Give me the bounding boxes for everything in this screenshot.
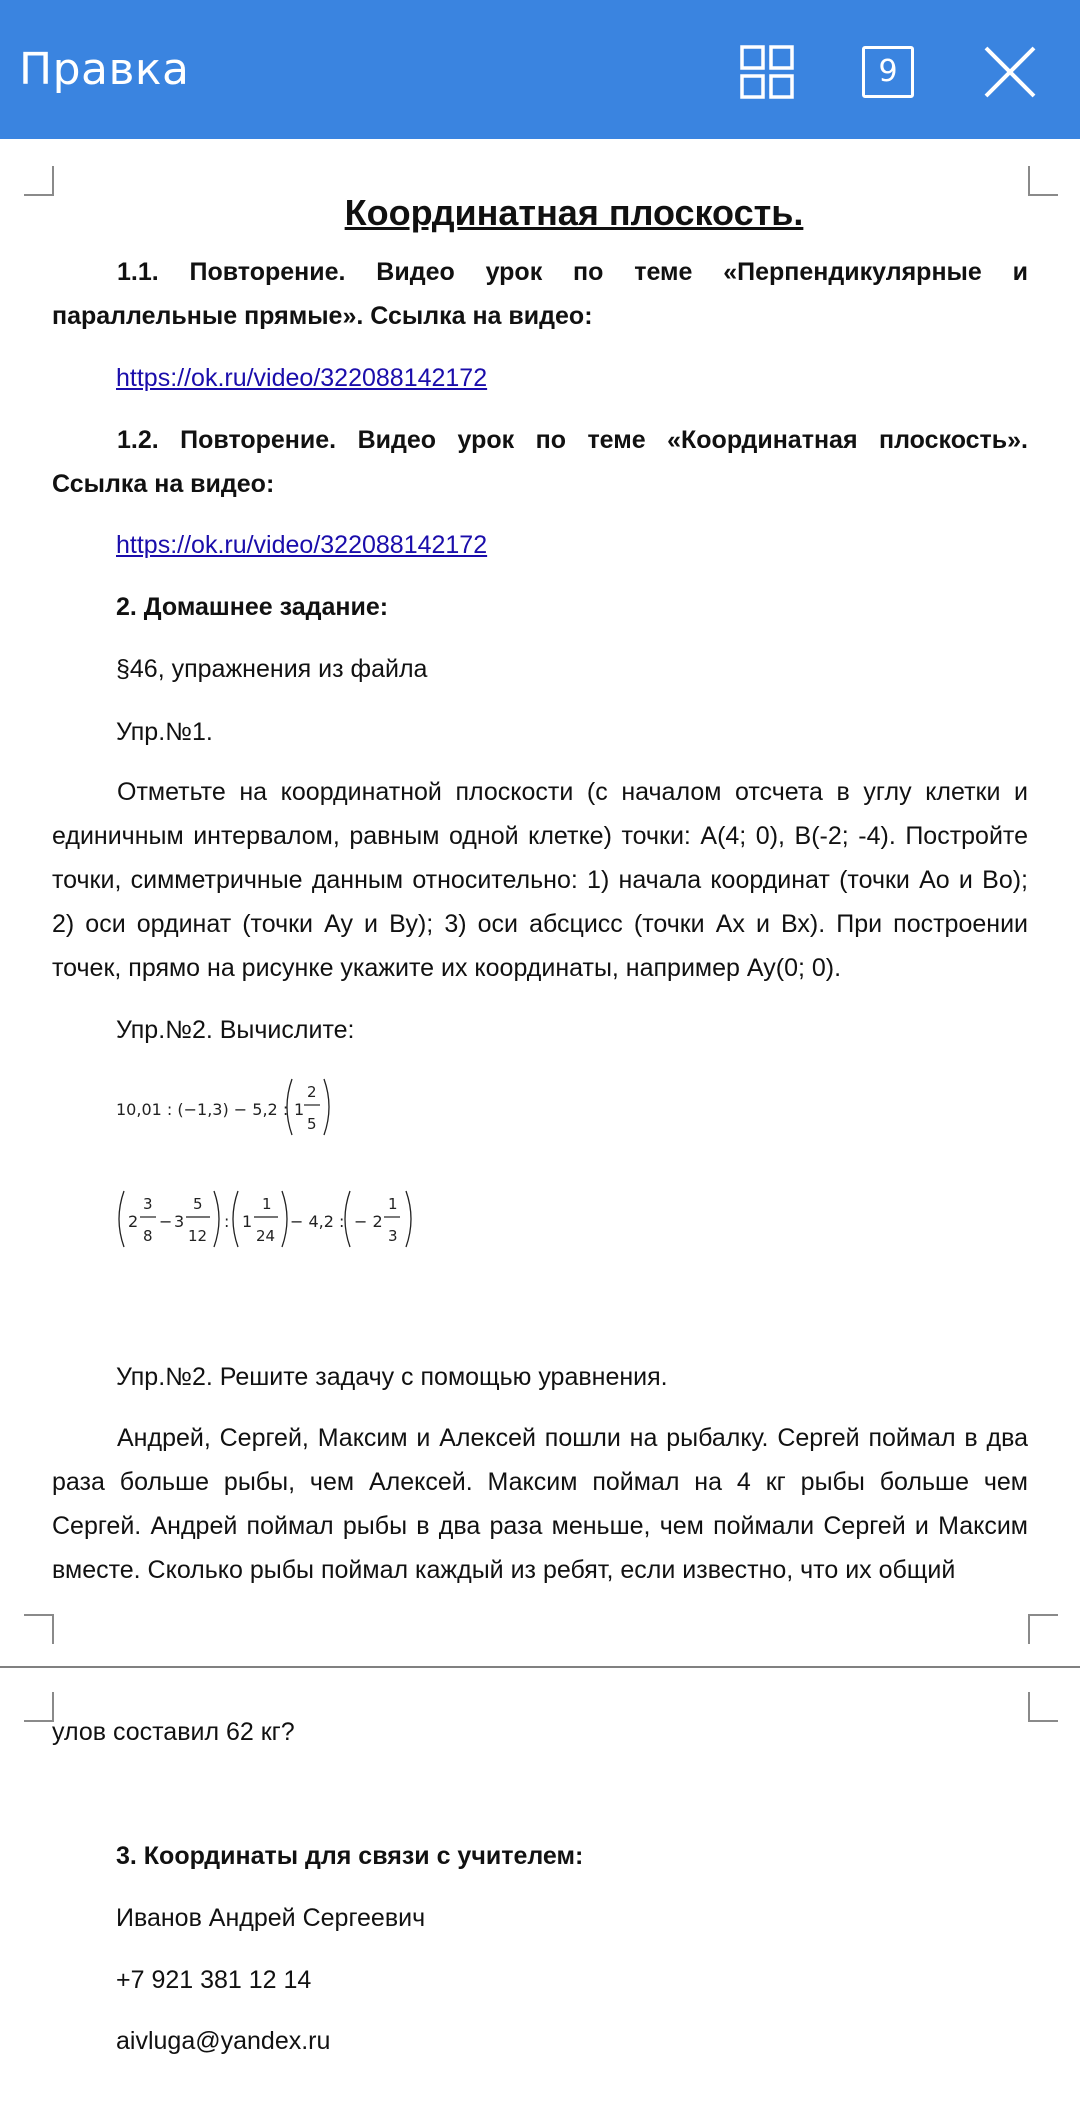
formula-2-op1: − — [159, 1212, 173, 1231]
formula-1 — [114, 1075, 354, 1139]
formula-2-colon: : — [224, 1212, 230, 1231]
formula-2-n3: 1 — [262, 1195, 272, 1213]
formula-2 — [114, 1187, 434, 1251]
exercise-3-text-page-2: улов составил 62 кг? — [52, 1718, 295, 1746]
formula-2-d1: 8 — [143, 1227, 153, 1245]
teacher-name: Иванов Андрей Сергеевич — [116, 1904, 426, 1932]
formula-2-d3: 24 — [256, 1227, 276, 1245]
formula-1-num: 2 — [307, 1083, 317, 1101]
document-heading: Координатная плоскость. — [344, 192, 804, 233]
page-corner-mark — [1028, 1614, 1058, 1644]
teacher-phone: +7 921 381 12 14 — [116, 1966, 312, 1994]
item-1-1-text: 1.1. Повторение. Видео урок по теме «Перпендикулярные и параллельные прямые». Ссылка на видео: — [52, 258, 1028, 330]
page-count-button[interactable] — [862, 46, 914, 98]
formula-2-w1: 2 — [128, 1212, 139, 1231]
page-count-value: 9 — [878, 54, 898, 89]
teacher-email: aivluga@yandex.ru — [116, 2027, 331, 2055]
exercise-3-text-page-1: Андрей, Сергей, Максим и Алексей пошли на рыбалку. Сергей поймал в два раза больше рыбы, чем Алексей. Максим поймал на 4 кг рыбы больше чем Сергей. Андрей поймал рыбы в два раза меньше, чем поймали Сергей и Максим вместе. Сколько рыбы поймал каждый из ребят, если известно, что их общий — [52, 1424, 1028, 1584]
formula-2-w2: 3 — [174, 1212, 185, 1231]
formula-2-n4: 1 — [388, 1195, 398, 1213]
page-corner-mark — [24, 1614, 54, 1644]
page-corner-mark — [24, 1692, 54, 1722]
toolbar-title: Правка — [19, 44, 190, 95]
exercise-1-text: Отметьте на координатной плоскости (с началом отсчета в углу клетки и единичным интервалом, равным одной клетке) точки: А(4; 0), В(-2; -4). Постройте точки, симметричные данным относительно: 1) начала координат (точки Ао и Во); 2) оси ординат (точки Ау и Ву); 3) оси абсцисс (точки Ах и Вх). При построении точек, прямо на рисунке укажите их координаты, например Ау(0; 0). — [52, 778, 1028, 982]
formula-2-w4: − 2 — [354, 1212, 383, 1231]
formula-2-d2: 12 — [188, 1227, 208, 1245]
formula-2-n2: 5 — [193, 1195, 203, 1213]
formula-2-mid: − 4,2 : — [290, 1212, 345, 1231]
page-corner-mark — [1028, 1692, 1058, 1722]
top-toolbar — [0, 0, 1080, 139]
page-separator — [0, 1666, 1080, 1668]
formula-1-lead: 10,01 : (−1,3) − 5,2 : — [116, 1100, 289, 1119]
close-icon[interactable] — [982, 44, 1038, 100]
exercise-1-title: Упр.№1. — [116, 718, 213, 746]
item-1-2-text: 1.2. Повторение. Видео урок по теме «Координатная плоскость». Ссылка на видео: — [52, 426, 1028, 498]
formula-2-d4: 3 — [388, 1227, 398, 1245]
grid-view-icon[interactable] — [739, 44, 795, 100]
formula-1-den: 5 — [307, 1115, 317, 1133]
contacts-title: 3. Координаты для связи с учителем: — [116, 1842, 584, 1870]
video-link-1[interactable]: https://ok.ru/video/322088142172 — [116, 364, 488, 392]
homework-title: 2. Домашнее задание: — [116, 593, 389, 621]
formula-2-w3: 1 — [242, 1212, 253, 1231]
video-link-2[interactable]: https://ok.ru/video/322088142172 — [116, 531, 488, 559]
formula-2-n1: 3 — [143, 1195, 153, 1213]
exercise-2-title: Упр.№2. Вычислите: — [116, 1016, 355, 1044]
formula-1-whole: 1 — [294, 1100, 305, 1119]
exercise-3-title: Упр.№2. Решите задачу с помощью уравнения. — [116, 1363, 668, 1391]
paragraph-reference: §46, упражнения из файла — [116, 655, 428, 683]
